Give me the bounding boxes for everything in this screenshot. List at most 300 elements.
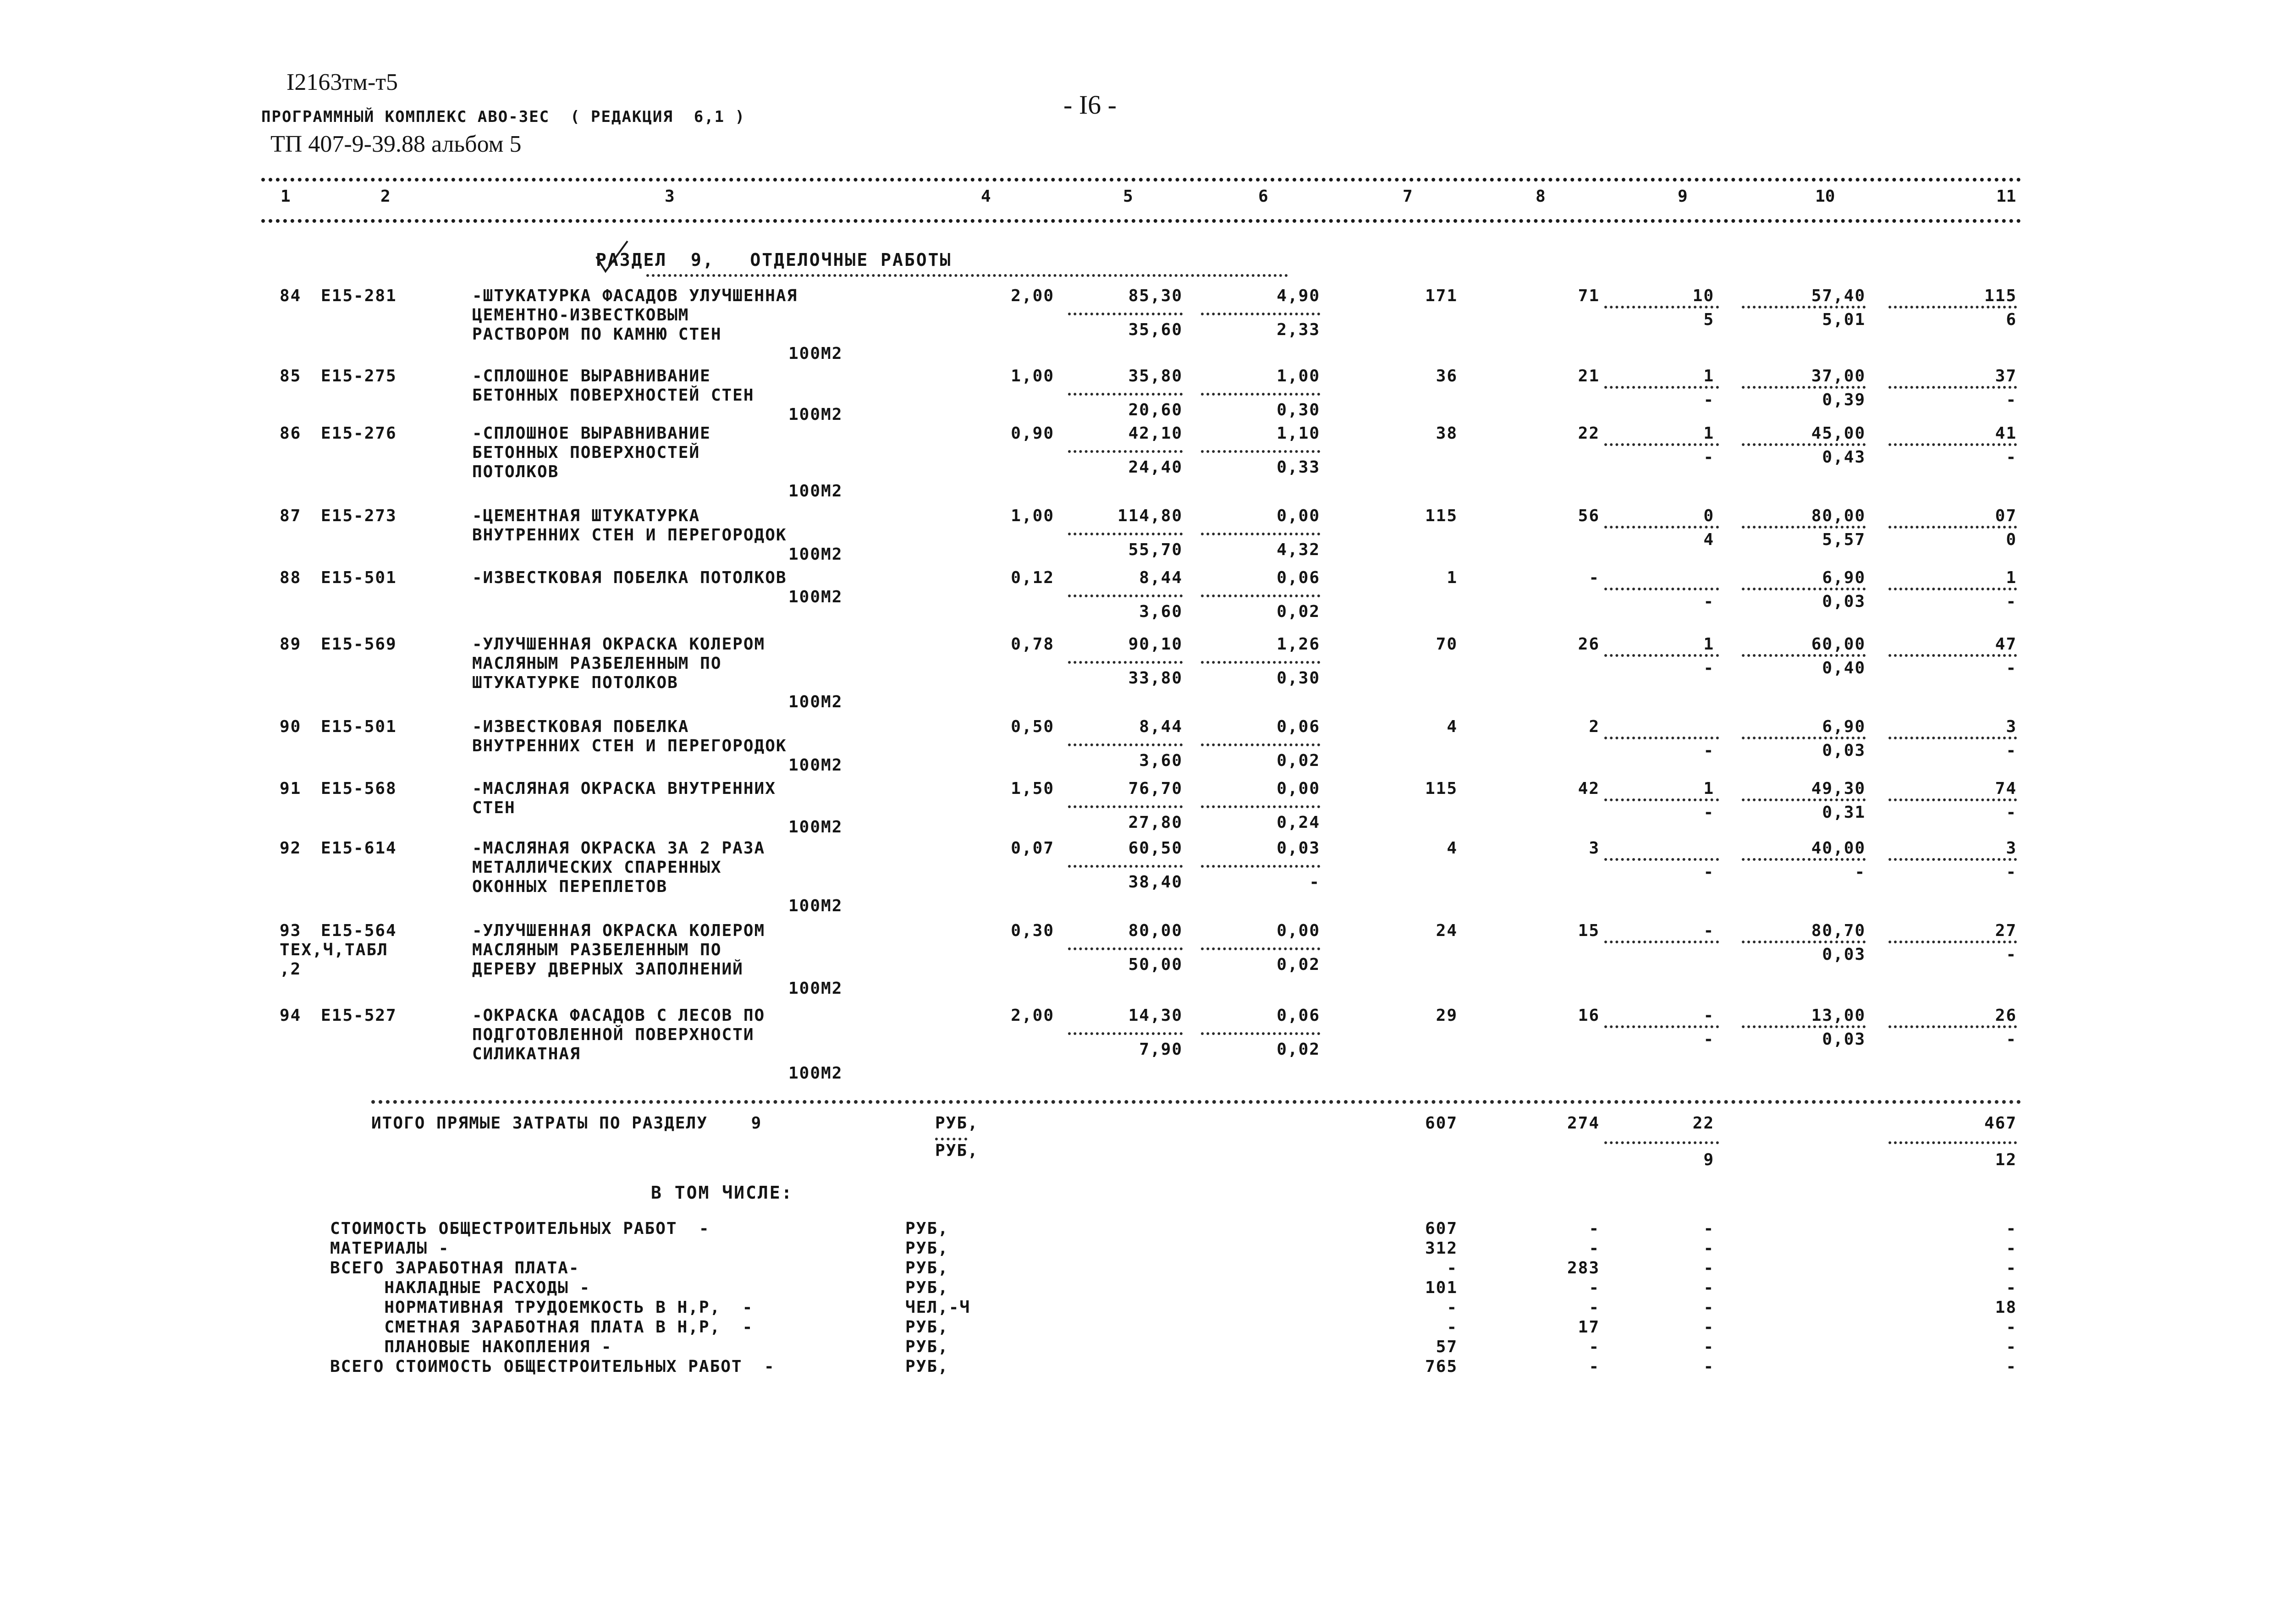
cell-separator bbox=[1068, 805, 1183, 808]
labor-total: 74 bbox=[1995, 779, 2017, 798]
labor-norm: 6,90 bbox=[1822, 568, 1866, 587]
cell-separator bbox=[1201, 393, 1320, 396]
row-number: 87 bbox=[280, 506, 302, 525]
work-description: ДЕРЕВУ ДВЕРНЫХ ЗАПОЛНЕНИЙ bbox=[472, 960, 743, 979]
summary-machine: - bbox=[1703, 1318, 1714, 1337]
unit-cost-wages: 7,90 bbox=[1139, 1040, 1183, 1059]
summary-wages: 17 bbox=[1578, 1318, 1600, 1337]
labor-total: 37 bbox=[1995, 367, 2017, 385]
machine-cost-wages: 0,30 bbox=[1277, 401, 1320, 419]
cell-separator bbox=[1201, 595, 1320, 597]
summary-labor: - bbox=[2006, 1318, 2017, 1337]
work-description: ВНУТРЕННИХ СТЕН И ПЕРЕГОРОДОК bbox=[472, 526, 787, 545]
norm-code: Е15-281 bbox=[321, 286, 397, 305]
cell-separator bbox=[1068, 533, 1183, 535]
total-cost: 607 bbox=[1425, 1114, 1458, 1133]
work-description: -ШТУКАТУРКА ФАСАДОВ УЛУЧШЕННАЯ bbox=[472, 286, 798, 305]
total-cost: 29 bbox=[1436, 1006, 1458, 1025]
quantity: 0,50 bbox=[1011, 717, 1054, 736]
column-number: 2 bbox=[380, 187, 391, 206]
summary-labor: - bbox=[2006, 1219, 2017, 1238]
labor-norm: 6,90 bbox=[1822, 717, 1866, 736]
cell-separator bbox=[1889, 306, 2017, 308]
quantity: 1,00 bbox=[1011, 506, 1054, 525]
labor-norm-machine: 0,03 bbox=[1822, 1030, 1866, 1049]
labor-norm-machine: 5,01 bbox=[1822, 310, 1866, 329]
cell-separator bbox=[1889, 654, 2017, 657]
labor-norm: 57,40 bbox=[1811, 286, 1866, 305]
total-unit: РУБ, bbox=[935, 1141, 979, 1160]
work-description: ОКОННЫХ ПЕРЕПЛЕТОВ bbox=[472, 877, 668, 896]
quantity: 0,30 bbox=[1011, 921, 1054, 940]
unit-cost-wages: 20,60 bbox=[1128, 401, 1183, 419]
work-description: -ИЗВЕСТКОВАЯ ПОБЕЛКА bbox=[472, 717, 689, 736]
labor-total-machine: - bbox=[2006, 448, 2017, 467]
summary-unit: РУБ, bbox=[905, 1278, 949, 1297]
machine-cost-wages: 0,24 bbox=[1277, 813, 1320, 832]
machine-total-wages: - bbox=[1703, 659, 1714, 677]
labor-total: 41 bbox=[1995, 424, 2017, 443]
unit-cost-wages: 27,80 bbox=[1128, 813, 1183, 832]
page-number: - I6 - bbox=[1063, 90, 1117, 120]
table-top-rule bbox=[261, 178, 2021, 182]
work-description: -ИЗВЕСТКОВАЯ ПОБЕЛКА ПОТОЛКОВ bbox=[472, 568, 787, 587]
summary-cost: 607 bbox=[1425, 1219, 1458, 1238]
cell-separator bbox=[1604, 443, 1719, 446]
cell-separator bbox=[1889, 941, 2017, 943]
table-header-rule bbox=[261, 219, 2021, 223]
machine-cost: 0,00 bbox=[1277, 921, 1320, 940]
column-number: 11 bbox=[1996, 187, 2016, 206]
work-description: МАСЛЯНЫМ РАЗБЕЛЕННЫМ ПО bbox=[472, 654, 722, 673]
quantity: 0,78 bbox=[1011, 635, 1054, 654]
wages-total: 16 bbox=[1578, 1006, 1600, 1025]
cell-separator bbox=[1604, 306, 1719, 308]
wages-total: 71 bbox=[1578, 286, 1600, 305]
work-description: ПОДГОТОВЛЕННОЙ ПОВЕРХНОСТИ bbox=[472, 1025, 754, 1044]
summary-label: ВСЕГО ЗАРАБОТНАЯ ПЛАТА- bbox=[330, 1259, 580, 1277]
summary-unit: РУБ, bbox=[905, 1318, 949, 1337]
cell-separator bbox=[1201, 533, 1320, 535]
total-cost: 115 bbox=[1425, 506, 1458, 525]
cell-separator bbox=[1742, 1025, 1866, 1028]
wages-total: - bbox=[1589, 568, 1600, 587]
summary-machine: - bbox=[1703, 1239, 1714, 1258]
quantity: 2,00 bbox=[1011, 1006, 1054, 1025]
labor-total: 27 bbox=[1995, 921, 2017, 940]
labor-norm: 45,00 bbox=[1811, 424, 1866, 443]
cell-separator bbox=[1604, 941, 1719, 943]
summary-machine: - bbox=[1703, 1278, 1714, 1297]
labor-total: 3 bbox=[2006, 839, 2017, 858]
cell-separator bbox=[1742, 858, 1866, 861]
norm-code: Е15-527 bbox=[321, 1006, 397, 1025]
document-code: I2163тм-т5 bbox=[286, 69, 398, 95]
cell-separator bbox=[1742, 588, 1866, 590]
labor-norm: 80,70 bbox=[1811, 921, 1866, 940]
unit-cost-wages: 38,40 bbox=[1128, 873, 1183, 892]
unit-cost-wages: 55,70 bbox=[1128, 540, 1183, 559]
row-number: 89 bbox=[280, 635, 302, 654]
total-cost: 38 bbox=[1436, 424, 1458, 443]
cell-separator bbox=[1068, 743, 1183, 746]
norm-code: Е15-564 bbox=[321, 921, 397, 940]
labor-norm-machine: 0,03 bbox=[1822, 592, 1866, 611]
labor-norm: 13,00 bbox=[1811, 1006, 1866, 1025]
machine-cost: 1,10 bbox=[1277, 424, 1320, 443]
summary-wages: 283 bbox=[1567, 1259, 1600, 1277]
unit-label: 100М2 bbox=[788, 482, 843, 501]
total-cost: 70 bbox=[1436, 635, 1458, 654]
summary-cost: 101 bbox=[1425, 1278, 1458, 1297]
labor-norm: 80,00 bbox=[1811, 506, 1866, 525]
labor-norm-machine: 0,03 bbox=[1822, 741, 1866, 760]
total-label: ИТОГО ПРЯМЫЕ ЗАТРАТЫ ПО РАЗДЕЛУ 9 bbox=[371, 1114, 762, 1133]
summary-cost: - bbox=[1447, 1318, 1458, 1337]
wages-total: 26 bbox=[1578, 635, 1600, 654]
work-description: СТЕН bbox=[472, 798, 516, 817]
machine-total: 1 bbox=[1703, 367, 1714, 385]
norm-code-extra: ТЕХ,Ч,ТАБЛ bbox=[280, 941, 388, 959]
quantity: 2,00 bbox=[1011, 286, 1054, 305]
cell-separator bbox=[1889, 798, 2017, 801]
summary-machine: - bbox=[1703, 1338, 1714, 1356]
cell-separator bbox=[1742, 737, 1866, 739]
cell-separator bbox=[1201, 450, 1320, 453]
wages-total: 22 bbox=[1578, 424, 1600, 443]
total-unit: РУБ, bbox=[935, 1114, 979, 1133]
work-description: БЕТОННЫХ ПОВЕРХНОСТЕЙ bbox=[472, 443, 700, 462]
machine-total: 1 bbox=[1703, 424, 1714, 443]
machine-total: 0 bbox=[1703, 506, 1714, 525]
check-mark-icon bbox=[594, 238, 630, 275]
labor-total-machine: - bbox=[2006, 391, 2017, 409]
norm-code: Е15-614 bbox=[321, 839, 397, 858]
total-rule bbox=[371, 1100, 2021, 1104]
section-underline bbox=[646, 274, 1288, 277]
machine-total-wages: 4 bbox=[1703, 530, 1714, 549]
unit-cost-wages: 35,60 bbox=[1128, 320, 1183, 339]
work-description: МЕТАЛЛИЧЕСКИХ СПАРЕННЫХ bbox=[472, 858, 722, 877]
machine-cost: 0,03 bbox=[1277, 839, 1320, 858]
summary-machine: - bbox=[1703, 1357, 1714, 1376]
labor-norm: 40,00 bbox=[1811, 839, 1866, 858]
total-cost: 1 bbox=[1447, 568, 1458, 587]
machine-cost: 4,90 bbox=[1277, 286, 1320, 305]
summary-label: СМЕТНАЯ ЗАРАБОТНАЯ ПЛАТА В Н,Р, - bbox=[330, 1318, 754, 1337]
machine-total-wages: 5 bbox=[1703, 310, 1714, 329]
norm-code: Е15-501 bbox=[321, 568, 397, 587]
cell-separator bbox=[1889, 1025, 2017, 1028]
total-cost: 36 bbox=[1436, 367, 1458, 385]
quantity: 1,50 bbox=[1011, 779, 1054, 798]
machine-total: 22 bbox=[1692, 1114, 1714, 1133]
cell-separator bbox=[1742, 654, 1866, 657]
cell-separator bbox=[1742, 798, 1866, 801]
summary-labor: 18 bbox=[1995, 1298, 2017, 1317]
labor-norm-machine: 0,03 bbox=[1822, 945, 1866, 964]
machine-total: 1 bbox=[1703, 635, 1714, 654]
labor-total: 47 bbox=[1995, 635, 2017, 654]
summary-label: ПЛАНОВЫЕ НАКОПЛЕНИЯ - bbox=[330, 1338, 612, 1356]
cell-separator bbox=[1068, 313, 1183, 315]
machine-cost: 0,00 bbox=[1277, 779, 1320, 798]
cell-separator bbox=[1201, 313, 1320, 315]
machine-total: - bbox=[1703, 1006, 1714, 1025]
machine-total: - bbox=[1703, 921, 1714, 940]
labor-total-machine: - bbox=[2006, 945, 2017, 964]
norm-code: Е15-275 bbox=[321, 367, 397, 385]
summary-machine: - bbox=[1703, 1219, 1714, 1238]
total-cost: 171 bbox=[1425, 286, 1458, 305]
unit-label: 100М2 bbox=[788, 756, 843, 775]
row-number: 94 bbox=[280, 1006, 302, 1025]
cell-separator bbox=[1068, 947, 1183, 950]
unit-cost: 90,10 bbox=[1128, 635, 1183, 654]
unit-cost: 76,70 bbox=[1128, 779, 1183, 798]
cell-separator bbox=[1604, 737, 1719, 739]
summary-wages: - bbox=[1589, 1357, 1600, 1376]
cell-separator bbox=[1068, 661, 1183, 664]
unit-cost: 60,50 bbox=[1128, 839, 1183, 858]
labor-total-machine: 12 bbox=[1995, 1151, 2017, 1169]
machine-cost: 0,06 bbox=[1277, 1006, 1320, 1025]
summary-unit: РУБ, bbox=[905, 1239, 949, 1258]
machine-total-wages: - bbox=[1703, 391, 1714, 409]
machine-cost-wages: 0,02 bbox=[1277, 1040, 1320, 1059]
work-description: СИЛИКАТНАЯ bbox=[472, 1045, 581, 1063]
unit-label: 100М2 bbox=[788, 588, 843, 606]
unit-cost-wages: 3,60 bbox=[1139, 751, 1183, 770]
work-description: -МАСЛЯНАЯ ОКРАСКА ВНУТРЕННИХ bbox=[472, 779, 776, 798]
cell-separator bbox=[935, 1138, 967, 1140]
total-cost: 115 bbox=[1425, 779, 1458, 798]
unit-label: 100М2 bbox=[788, 897, 843, 915]
summary-cost: 765 bbox=[1425, 1357, 1458, 1376]
cell-separator bbox=[1604, 858, 1719, 861]
summary-unit: РУБ, bbox=[905, 1357, 949, 1376]
machine-total-wages: - bbox=[1703, 741, 1714, 760]
summary-label: СТОИМОСТЬ ОБЩЕСТРОИТЕЛЬНЫХ РАБОТ - bbox=[330, 1219, 710, 1238]
quantity: 0,07 bbox=[1011, 839, 1054, 858]
quantity: 0,12 bbox=[1011, 568, 1054, 587]
unit-cost-wages: 33,80 bbox=[1128, 669, 1183, 688]
program-line: ПРОГРАММНЫЙ КОМПЛЕКС АВО-ЗЕС ( РЕДАКЦИЯ 6,1 ) bbox=[261, 108, 746, 126]
cell-separator bbox=[1068, 865, 1183, 868]
norm-code: Е15-569 bbox=[321, 635, 397, 654]
unit-label: 100М2 bbox=[788, 545, 843, 564]
labor-norm-machine: 0,31 bbox=[1822, 803, 1866, 822]
machine-cost-wages: 0,33 bbox=[1277, 458, 1320, 477]
machine-cost: 0,00 bbox=[1277, 506, 1320, 525]
machine-total: 10 bbox=[1692, 286, 1714, 305]
labor-norm-machine: 5,57 bbox=[1822, 530, 1866, 549]
cell-separator bbox=[1201, 1032, 1320, 1035]
labor-norm-machine: 0,39 bbox=[1822, 391, 1866, 409]
cell-separator bbox=[1742, 306, 1866, 308]
work-description: ПОТОЛКОВ bbox=[472, 462, 559, 481]
summary-label: МАТЕРИАЛЫ - bbox=[330, 1239, 450, 1258]
summary-labor: - bbox=[2006, 1338, 2017, 1356]
labor-norm-machine: 0,43 bbox=[1822, 448, 1866, 467]
cell-separator bbox=[1604, 654, 1719, 657]
work-description: ШТУКАТУРКЕ ПОТОЛКОВ bbox=[472, 673, 678, 692]
column-number: 7 bbox=[1403, 187, 1413, 206]
machine-cost: 1,26 bbox=[1277, 635, 1320, 654]
work-description: РАСТВОРОМ ПО КАМНЮ СТЕН bbox=[472, 325, 722, 344]
summary-unit: РУБ, bbox=[905, 1219, 949, 1238]
cell-separator bbox=[1068, 595, 1183, 597]
machine-cost-wages: - bbox=[1309, 873, 1320, 892]
unit-cost: 14,30 bbox=[1128, 1006, 1183, 1025]
total-cost: 4 bbox=[1447, 717, 1458, 736]
cell-separator bbox=[1068, 1032, 1183, 1035]
labor-total: 1 bbox=[2006, 568, 2017, 587]
summary-wages: - bbox=[1589, 1219, 1600, 1238]
machine-total: 1 bbox=[1703, 779, 1714, 798]
cell-separator bbox=[1201, 661, 1320, 664]
column-number: 1 bbox=[281, 187, 291, 206]
summary-unit: ЧЕЛ,-Ч bbox=[905, 1298, 971, 1317]
norm-code: Е15-276 bbox=[321, 424, 397, 443]
wages-total: 15 bbox=[1578, 921, 1600, 940]
summary-label: НОРМАТИВНАЯ ТРУДОЕМКОСТЬ В Н,Р, - bbox=[330, 1298, 754, 1317]
summary-cost: 312 bbox=[1425, 1239, 1458, 1258]
work-description: БЕТОННЫХ ПОВЕРХНОСТЕЙ СТЕН bbox=[472, 386, 754, 405]
cell-separator bbox=[1742, 941, 1866, 943]
cell-separator bbox=[1889, 443, 2017, 446]
including-label: В ТОМ ЧИСЛЕ: bbox=[651, 1183, 793, 1203]
labor-total-machine: - bbox=[2006, 592, 2017, 611]
unit-cost: 8,44 bbox=[1139, 717, 1183, 736]
summary-machine: - bbox=[1703, 1298, 1714, 1317]
summary-unit: РУБ, bbox=[905, 1338, 949, 1356]
total-cost: 24 bbox=[1436, 921, 1458, 940]
summary-labor: - bbox=[2006, 1357, 2017, 1376]
machine-cost-wages: 0,02 bbox=[1277, 955, 1320, 974]
machine-total-wages: - bbox=[1703, 803, 1714, 822]
wages-total: 21 bbox=[1578, 367, 1600, 385]
labor-norm: 37,00 bbox=[1811, 367, 1866, 385]
machine-cost: 0,06 bbox=[1277, 717, 1320, 736]
cell-separator bbox=[1742, 443, 1866, 446]
work-description: -УЛУЧШЕННАЯ ОКРАСКА КОЛЕРОМ bbox=[472, 921, 765, 940]
work-description: -СПЛОШНОЕ ВЫРАВНИВАНИЕ bbox=[472, 367, 711, 385]
row-number: 86 bbox=[280, 424, 302, 443]
cell-separator bbox=[1604, 1025, 1719, 1028]
wages-total: 42 bbox=[1578, 779, 1600, 798]
summary-labor: - bbox=[2006, 1278, 2017, 1297]
cell-separator bbox=[1604, 798, 1719, 801]
labor-total-machine: - bbox=[2006, 863, 2017, 881]
wages-total: 56 bbox=[1578, 506, 1600, 525]
wages-total: 3 bbox=[1589, 839, 1600, 858]
summary-labor: - bbox=[2006, 1239, 2017, 1258]
summary-cost: 57 bbox=[1436, 1338, 1458, 1356]
labor-total-machine: 0 bbox=[2006, 530, 2017, 549]
row-number: 90 bbox=[280, 717, 302, 736]
unit-label: 100М2 bbox=[788, 979, 843, 998]
quantity: 1,00 bbox=[1011, 367, 1054, 385]
machine-total-wages: 9 bbox=[1703, 1151, 1714, 1169]
norm-code: Е15-501 bbox=[321, 717, 397, 736]
cell-separator bbox=[1604, 1141, 1719, 1144]
machine-cost-wages: 2,33 bbox=[1277, 320, 1320, 339]
work-description: -ОКРАСКА ФАСАДОВ С ЛЕСОВ ПО bbox=[472, 1006, 765, 1025]
unit-cost: 85,30 bbox=[1128, 286, 1183, 305]
labor-total-machine: - bbox=[2006, 741, 2017, 760]
row-number: 91 bbox=[280, 779, 302, 798]
row-number: 84 bbox=[280, 286, 302, 305]
norm-code-extra: ,2 bbox=[280, 960, 302, 979]
labor-norm-machine: - bbox=[1855, 863, 1866, 881]
unit-cost-wages: 3,60 bbox=[1139, 602, 1183, 621]
summary-cost: - bbox=[1447, 1259, 1458, 1277]
labor-norm-machine: 0,40 bbox=[1822, 659, 1866, 677]
cell-separator bbox=[1068, 393, 1183, 396]
work-description: МАСЛЯНЫМ РАЗБЕЛЕННЫМ ПО bbox=[472, 941, 722, 959]
unit-cost: 114,80 bbox=[1117, 506, 1183, 525]
column-number: 10 bbox=[1815, 187, 1835, 206]
column-number: 3 bbox=[665, 187, 675, 206]
row-number: 92 bbox=[280, 839, 302, 858]
summary-unit: РУБ, bbox=[905, 1259, 949, 1277]
unit-label: 100М2 bbox=[788, 693, 843, 711]
machine-cost-wages: 0,02 bbox=[1277, 602, 1320, 621]
labor-total-machine: 6 bbox=[2006, 310, 2017, 329]
row-number: 88 bbox=[280, 568, 302, 587]
column-number: 5 bbox=[1123, 187, 1133, 206]
work-description: -ЦЕМЕНТНАЯ ШТУКАТУРКА bbox=[472, 506, 700, 525]
summary-labor: - bbox=[2006, 1259, 2017, 1277]
unit-cost: 80,00 bbox=[1128, 921, 1183, 940]
cell-separator bbox=[1889, 386, 2017, 389]
column-number-row bbox=[261, 187, 2021, 210]
unit-cost-wages: 24,40 bbox=[1128, 458, 1183, 477]
cell-separator bbox=[1604, 386, 1719, 389]
labor-total-machine: - bbox=[2006, 659, 2017, 677]
cell-separator bbox=[1889, 588, 2017, 590]
cell-separator bbox=[1604, 588, 1719, 590]
machine-total-wages: - bbox=[1703, 863, 1714, 881]
machine-total-wages: - bbox=[1703, 1030, 1714, 1049]
machine-cost-wages: 0,30 bbox=[1277, 669, 1320, 688]
machine-cost: 1,00 bbox=[1277, 367, 1320, 385]
labor-norm: 60,00 bbox=[1811, 635, 1866, 654]
machine-cost-wages: 4,32 bbox=[1277, 540, 1320, 559]
wages-total: 2 bbox=[1589, 717, 1600, 736]
cell-separator bbox=[1068, 450, 1183, 453]
cell-separator bbox=[1604, 526, 1719, 528]
summary-wages: - bbox=[1589, 1239, 1600, 1258]
column-number: 8 bbox=[1536, 187, 1546, 206]
norm-code: Е15-273 bbox=[321, 506, 397, 525]
summary-wages: - bbox=[1589, 1278, 1600, 1297]
machine-total-wages: - bbox=[1703, 592, 1714, 611]
labor-total-machine: - bbox=[2006, 1030, 2017, 1049]
cell-separator bbox=[1889, 526, 2017, 528]
summary-label: ВСЕГО СТОИМОСТЬ ОБЩЕСТРОИТЕЛЬНЫХ РАБОТ - bbox=[330, 1357, 775, 1376]
cell-separator bbox=[1742, 526, 1866, 528]
section-title: РАЗДЕЛ 9, ОТДЕЛОЧНЫЕ РАБОТЫ bbox=[596, 250, 952, 270]
quantity: 0,90 bbox=[1011, 424, 1054, 443]
norm-code: Е15-568 bbox=[321, 779, 397, 798]
labor-total: 467 bbox=[1984, 1114, 2017, 1133]
cell-separator bbox=[1201, 947, 1320, 950]
summary-wages: - bbox=[1589, 1298, 1600, 1317]
unit-cost: 8,44 bbox=[1139, 568, 1183, 587]
unit-label: 100М2 bbox=[788, 405, 843, 424]
